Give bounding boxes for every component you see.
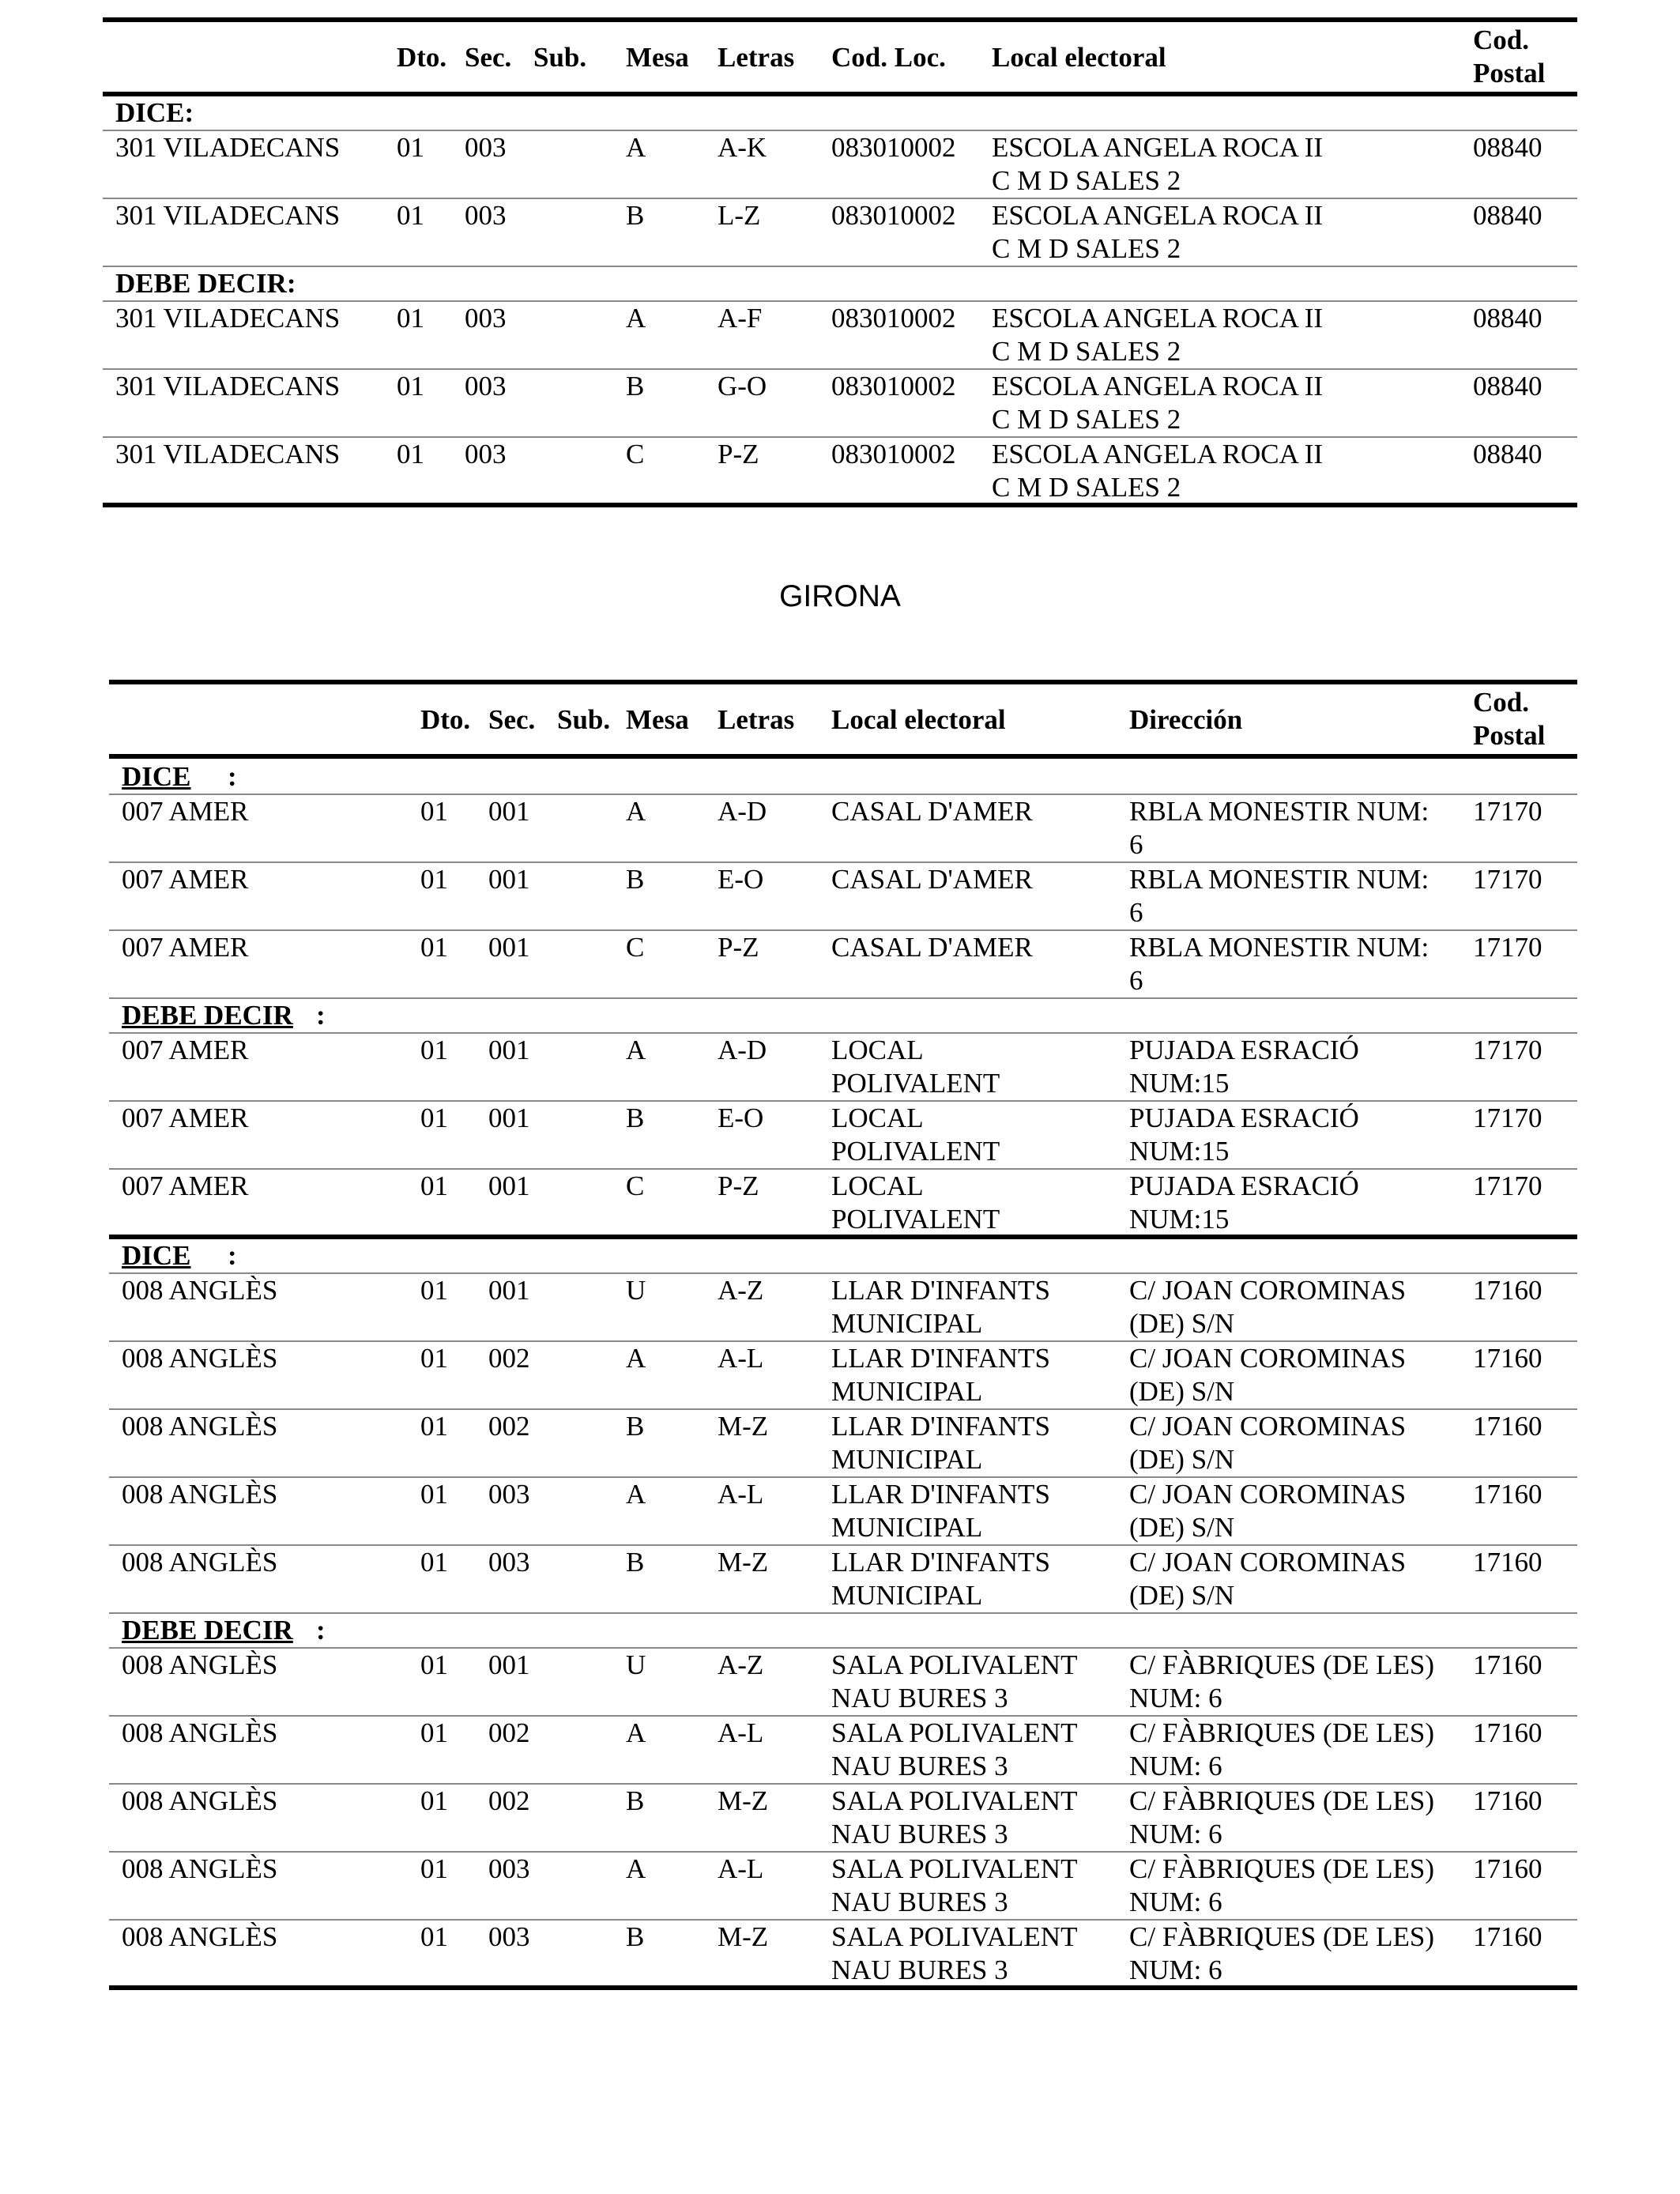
- table-row: [109, 1546, 1577, 1614]
- letras-cell: P-Z: [718, 932, 759, 963]
- table-row: [103, 131, 1577, 199]
- municipality-cell: 301 VILADECANS: [115, 200, 341, 231]
- municipality-cell: 008 ANGLÈS: [122, 1343, 278, 1374]
- dto-cell: 01: [420, 1411, 448, 1442]
- direccion-line1: C/ FÀBRIQUES (DE LES): [1129, 1717, 1434, 1748]
- section-label-dice: [109, 1239, 1577, 1272]
- dto-cell: 01: [420, 1649, 448, 1680]
- sec-cell: 003: [465, 371, 507, 401]
- sec-cell: 003: [465, 132, 507, 163]
- section-label-debe-decir: [109, 1614, 1577, 1647]
- direccion-line2: NUM: 6: [1129, 1955, 1222, 1985]
- table-row: [109, 795, 1577, 863]
- local-electoral-line1: ESCOLA ANGELA ROCA II: [992, 439, 1324, 469]
- cod-loc-cell: 083010002: [831, 303, 956, 334]
- municipality-cell: 008 ANGLÈS: [122, 1547, 278, 1578]
- postal-code-cell: 17170: [1473, 1171, 1543, 1201]
- letras-cell: M-Z: [718, 1785, 769, 1816]
- letras-cell: P-Z: [718, 439, 759, 469]
- direccion-line2: (DE) S/N: [1129, 1512, 1235, 1543]
- local-electoral-line1: SALA POLIVALENT: [831, 1921, 1078, 1952]
- local-electoral-line1: CASAL D'AMER: [831, 932, 1033, 963]
- table-row: [109, 1034, 1577, 1102]
- header-cod: Cod.: [1473, 25, 1529, 55]
- dto-cell: 01: [420, 1275, 448, 1306]
- postal-code-cell: 08840: [1473, 371, 1543, 401]
- cod-loc-cell: 083010002: [831, 371, 956, 401]
- local-electoral-line1: ESCOLA ANGELA ROCA II: [992, 303, 1324, 334]
- province-caption: GIRONA: [779, 579, 901, 613]
- letras-cell: A-L: [718, 1853, 764, 1884]
- municipality-cell: 301 VILADECANS: [115, 439, 341, 469]
- table-row: [109, 1649, 1577, 1717]
- table-row: [109, 1478, 1577, 1546]
- sec-cell: 002: [488, 1785, 530, 1816]
- cod-loc-cell: 083010002: [831, 132, 956, 163]
- sec-cell: 003: [465, 200, 507, 231]
- local-electoral-line1: SALA POLIVALENT: [831, 1717, 1078, 1748]
- municipality-cell: 301 VILADECANS: [115, 132, 341, 163]
- table-row: [109, 1102, 1577, 1170]
- local-electoral-line1: LOCAL: [831, 1103, 924, 1133]
- section-label-debe-decir: [103, 267, 1577, 300]
- dto-cell: 01: [420, 796, 448, 827]
- table-bottom-rule: [103, 503, 1577, 507]
- local-electoral-line1: LLAR D'INFANTS: [831, 1411, 1050, 1442]
- municipality-cell: 301 VILADECANS: [115, 303, 341, 334]
- local-electoral-line1: LLAR D'INFANTS: [831, 1479, 1050, 1510]
- letras-cell: M-Z: [718, 1547, 769, 1578]
- letras-cell: A-D: [718, 1035, 767, 1065]
- girona-table: [109, 680, 1577, 1992]
- municipality-cell: 007 AMER: [122, 932, 249, 963]
- local-electoral-line2: NAU BURES 3: [831, 1751, 1008, 1781]
- mesa-cell: C: [626, 439, 645, 469]
- local-electoral-line1: ESCOLA ANGELA ROCA II: [992, 132, 1324, 163]
- mesa-cell: B: [626, 864, 645, 895]
- postal-code-cell: 08840: [1473, 303, 1543, 334]
- viladecans-table: [103, 17, 1577, 507]
- direccion-line2: (DE) S/N: [1129, 1308, 1235, 1339]
- dto-cell: 01: [420, 1103, 448, 1133]
- mesa-cell: B: [626, 1921, 645, 1952]
- dto-cell: 01: [420, 1921, 448, 1952]
- local-electoral-line2: POLIVALENT: [831, 1068, 1000, 1099]
- header-cod: Cod.: [1473, 687, 1529, 718]
- table-row: [109, 863, 1577, 931]
- header-sub: Sub.: [557, 704, 611, 735]
- dto-cell: 01: [420, 1547, 448, 1578]
- letras-cell: E-O: [718, 864, 764, 895]
- postal-code-cell: 08840: [1473, 200, 1543, 231]
- local-electoral-line2: MUNICIPAL: [831, 1376, 983, 1407]
- direccion-line1: PUJADA ESRACIÓ: [1129, 1035, 1359, 1065]
- section-label-debe-decir-colon: :: [316, 1000, 326, 1031]
- dto-cell: 01: [420, 1035, 448, 1065]
- mesa-cell: A: [626, 1717, 646, 1748]
- sec-cell: 001: [488, 796, 530, 827]
- dto-cell: 01: [397, 132, 424, 163]
- table-row: [109, 931, 1577, 999]
- dto-cell: 01: [420, 1479, 448, 1510]
- direccion-line1: PUJADA ESRACIÓ: [1129, 1103, 1359, 1133]
- direccion-line2: (DE) S/N: [1129, 1444, 1235, 1475]
- section-label-dice-text: DICE: [122, 1240, 191, 1271]
- header-local-electoral: Local electoral: [831, 704, 1006, 735]
- local-electoral-line2: NAU BURES 3: [831, 1683, 1008, 1713]
- local-electoral-line2: MUNICIPAL: [831, 1512, 983, 1543]
- local-electoral-line2: C M D SALES 2: [992, 233, 1181, 264]
- letras-cell: A-L: [718, 1717, 764, 1748]
- table-row: [103, 302, 1577, 370]
- local-electoral-line2: MUNICIPAL: [831, 1580, 983, 1611]
- header-letras: Letras: [718, 42, 795, 73]
- direccion-line1: C/ FÀBRIQUES (DE LES): [1129, 1649, 1434, 1680]
- direccion-line2: NUM: 6: [1129, 1751, 1222, 1781]
- header-letras: Letras: [718, 704, 795, 735]
- sec-cell: 001: [488, 1275, 530, 1306]
- direccion-line2: 6: [1129, 965, 1143, 996]
- direccion-line1: C/ JOAN COROMINAS: [1129, 1547, 1407, 1578]
- sec-cell: 003: [488, 1479, 530, 1510]
- table-row: [109, 1274, 1577, 1342]
- local-electoral-line1: SALA POLIVALENT: [831, 1649, 1078, 1680]
- mesa-cell: A: [626, 132, 646, 163]
- letras-cell: A-F: [718, 303, 763, 334]
- municipality-cell: 007 AMER: [122, 1103, 249, 1133]
- letras-cell: A-L: [718, 1343, 764, 1374]
- table-row: [103, 438, 1577, 506]
- header-sub: Sub.: [533, 42, 587, 73]
- postal-code-cell: 17170: [1473, 1103, 1543, 1133]
- header-cod-loc: Cod. Loc.: [831, 42, 946, 73]
- header-postal: Postal: [1473, 720, 1546, 751]
- direccion-line1: C/ FÀBRIQUES (DE LES): [1129, 1853, 1434, 1884]
- header-dto: Dto.: [397, 42, 447, 73]
- dice-label: DICE:: [115, 97, 194, 128]
- letras-cell: A-Z: [718, 1649, 764, 1680]
- local-electoral-line2: MUNICIPAL: [831, 1308, 983, 1339]
- local-electoral-line1: LOCAL: [831, 1035, 924, 1065]
- letras-cell: E-O: [718, 1103, 764, 1133]
- table-header: [109, 680, 1577, 759]
- direccion-line2: NUM:15: [1129, 1068, 1230, 1099]
- direccion-line2: NUM:15: [1129, 1136, 1230, 1167]
- direccion-line1: RBLA MONESTIR NUM:: [1129, 864, 1430, 895]
- sec-cell: 001: [488, 1649, 530, 1680]
- municipality-cell: 008 ANGLÈS: [122, 1785, 278, 1816]
- postal-code-cell: 08840: [1473, 132, 1543, 163]
- mesa-cell: B: [626, 200, 645, 231]
- municipality-cell: 007 AMER: [122, 796, 249, 827]
- sec-cell: 001: [488, 932, 530, 963]
- letras-cell: A-K: [718, 132, 767, 163]
- dto-cell: 01: [420, 932, 448, 963]
- municipality-cell: 008 ANGLÈS: [122, 1717, 278, 1748]
- letras-cell: P-Z: [718, 1171, 759, 1201]
- postal-code-cell: 17160: [1473, 1785, 1543, 1816]
- mesa-cell: A: [626, 1853, 646, 1884]
- header-direccion: Dirección: [1129, 704, 1243, 735]
- postal-code-cell: 17160: [1473, 1275, 1543, 1306]
- postal-code-cell: 17160: [1473, 1343, 1543, 1374]
- header-local-electoral: Local electoral: [992, 42, 1166, 73]
- direccion-line2: NUM: 6: [1129, 1683, 1222, 1713]
- header-bottom-rule: [109, 754, 1577, 759]
- sec-cell: 002: [488, 1411, 530, 1442]
- mesa-cell: B: [626, 1411, 645, 1442]
- municipality-cell: 008 ANGLÈS: [122, 1411, 278, 1442]
- letras-cell: G-O: [718, 371, 767, 401]
- dto-cell: 01: [397, 371, 424, 401]
- sec-cell: 003: [488, 1853, 530, 1884]
- postal-code-cell: 17170: [1473, 864, 1543, 895]
- dto-cell: 01: [420, 1785, 448, 1816]
- mesa-cell: U: [626, 1275, 646, 1306]
- table-row: [109, 1785, 1577, 1853]
- local-electoral-line2: C M D SALES 2: [992, 472, 1181, 503]
- table-row: [103, 199, 1577, 267]
- direccion-line1: C/ JOAN COROMINAS: [1129, 1411, 1407, 1442]
- letras-cell: A-D: [718, 796, 767, 827]
- table-header: [103, 17, 1577, 96]
- sec-cell: 003: [465, 439, 507, 469]
- local-electoral-line2: NAU BURES 3: [831, 1887, 1008, 1917]
- mesa-cell: B: [626, 1547, 645, 1578]
- direccion-line1: C/ JOAN COROMINAS: [1129, 1479, 1407, 1510]
- table-row: [109, 1342, 1577, 1410]
- direccion-line2: NUM:15: [1129, 1204, 1230, 1235]
- postal-code-cell: 17160: [1473, 1921, 1543, 1952]
- municipality-cell: 008 ANGLÈS: [122, 1649, 278, 1680]
- table-row: [109, 1410, 1577, 1478]
- header-mesa: Mesa: [626, 704, 689, 735]
- sec-cell: 001: [488, 1103, 530, 1133]
- table-bottom-rule: [109, 1985, 1577, 1990]
- mesa-cell: A: [626, 1343, 646, 1374]
- letras-cell: M-Z: [718, 1411, 769, 1442]
- mesa-cell: B: [626, 1785, 645, 1816]
- direccion-line2: 6: [1129, 829, 1143, 860]
- header-sec: Sec.: [488, 704, 536, 735]
- direccion-line1: RBLA MONESTIR NUM:: [1129, 932, 1430, 963]
- letras-cell: M-Z: [718, 1921, 769, 1952]
- mesa-cell: A: [626, 303, 646, 334]
- direccion-line1: C/ FÀBRIQUES (DE LES): [1129, 1921, 1434, 1952]
- mesa-cell: C: [626, 932, 645, 963]
- postal-code-cell: 17160: [1473, 1547, 1543, 1578]
- municipality-cell: 007 AMER: [122, 1171, 249, 1201]
- dto-cell: 01: [420, 1171, 448, 1201]
- header-bottom-rule: [103, 92, 1577, 96]
- postal-code-cell: 08840: [1473, 439, 1543, 469]
- section-label-dice-text: DICE: [122, 761, 191, 792]
- section-label-debe-decir-text: DEBE DECIR: [122, 1615, 293, 1646]
- local-electoral-line1: ESCOLA ANGELA ROCA II: [992, 371, 1324, 401]
- mesa-cell: A: [626, 1479, 646, 1510]
- postal-code-cell: 17160: [1473, 1717, 1543, 1748]
- table-row: [109, 1921, 1577, 1989]
- local-electoral-line1: SALA POLIVALENT: [831, 1853, 1078, 1884]
- direccion-line2: (DE) S/N: [1129, 1580, 1235, 1611]
- section-label-dice-colon: :: [228, 1240, 237, 1271]
- dto-cell: 01: [420, 864, 448, 895]
- sec-cell: 001: [488, 1035, 530, 1065]
- header-dto: Dto.: [420, 704, 471, 735]
- postal-code-cell: 17170: [1473, 932, 1543, 963]
- municipality-cell: 008 ANGLÈS: [122, 1479, 278, 1510]
- local-electoral-line2: NAU BURES 3: [831, 1819, 1008, 1849]
- local-electoral-line2: C M D SALES 2: [992, 165, 1181, 196]
- direccion-line1: C/ JOAN COROMINAS: [1129, 1343, 1407, 1374]
- direccion-line1: PUJADA ESRACIÓ: [1129, 1171, 1359, 1201]
- local-electoral-line2: MUNICIPAL: [831, 1444, 983, 1475]
- local-electoral-line1: CASAL D'AMER: [831, 796, 1033, 827]
- direccion-line2: NUM: 6: [1129, 1819, 1222, 1849]
- dto-cell: 01: [420, 1343, 448, 1374]
- sec-cell: 002: [488, 1343, 530, 1374]
- mesa-cell: A: [626, 1035, 646, 1065]
- direccion-line2: NUM: 6: [1129, 1887, 1222, 1917]
- header-sec: Sec.: [465, 42, 512, 73]
- local-electoral-line2: C M D SALES 2: [992, 404, 1181, 435]
- local-electoral-line1: LLAR D'INFANTS: [831, 1343, 1050, 1374]
- section-label-dice-colon: :: [228, 761, 237, 792]
- mesa-cell: B: [626, 1103, 645, 1133]
- header-postal: Postal: [1473, 58, 1546, 89]
- sec-cell: 003: [488, 1547, 530, 1578]
- dto-cell: 01: [397, 439, 424, 469]
- letras-cell: L-Z: [718, 200, 761, 231]
- postal-code-cell: 17170: [1473, 796, 1543, 827]
- local-electoral-line2: POLIVALENT: [831, 1136, 1000, 1167]
- sec-cell: 003: [465, 303, 507, 334]
- direccion-line2: (DE) S/N: [1129, 1376, 1235, 1407]
- direccion-line1: C/ JOAN COROMINAS: [1129, 1275, 1407, 1306]
- sec-cell: 003: [488, 1921, 530, 1952]
- mesa-cell: A: [626, 796, 646, 827]
- direccion-line2: 6: [1129, 897, 1143, 928]
- table-row: [109, 1170, 1577, 1238]
- table-row: [103, 370, 1577, 438]
- postal-code-cell: 17160: [1473, 1853, 1543, 1884]
- header-mesa: Mesa: [626, 42, 689, 73]
- local-electoral-line1: ESCOLA ANGELA ROCA II: [992, 200, 1324, 231]
- local-electoral-line1: CASAL D'AMER: [831, 864, 1033, 895]
- dto-cell: 01: [397, 303, 424, 334]
- sec-cell: 002: [488, 1717, 530, 1748]
- dto-cell: 01: [420, 1717, 448, 1748]
- section-label-debe-decir: [109, 999, 1577, 1032]
- cod-loc-cell: 083010002: [831, 439, 956, 469]
- table-row: [109, 1717, 1577, 1785]
- debe-decir-label: DEBE DECIR:: [115, 268, 296, 299]
- mesa-cell: B: [626, 371, 645, 401]
- dto-cell: 01: [397, 200, 424, 231]
- postal-code-cell: 17170: [1473, 1035, 1543, 1065]
- letras-cell: A-L: [718, 1479, 764, 1510]
- section-label-debe-decir-text: DEBE DECIR: [122, 1000, 293, 1031]
- direccion-line1: RBLA MONESTIR NUM:: [1129, 796, 1430, 827]
- mesa-cell: U: [626, 1649, 646, 1680]
- local-electoral-line1: LLAR D'INFANTS: [831, 1275, 1050, 1306]
- municipality-cell: 007 AMER: [122, 864, 249, 895]
- local-electoral-line1: LOCAL: [831, 1171, 924, 1201]
- local-electoral-line1: SALA POLIVALENT: [831, 1785, 1078, 1816]
- local-electoral-line2: C M D SALES 2: [992, 336, 1181, 367]
- postal-code-cell: 17160: [1473, 1479, 1543, 1510]
- mesa-cell: C: [626, 1171, 645, 1201]
- cod-loc-cell: 083010002: [831, 200, 956, 231]
- direccion-line1: C/ FÀBRIQUES (DE LES): [1129, 1785, 1434, 1816]
- section-label-dice: [109, 760, 1577, 794]
- dto-cell: 01: [420, 1853, 448, 1884]
- table-row: [109, 1853, 1577, 1921]
- local-electoral-line2: NAU BURES 3: [831, 1955, 1008, 1985]
- sec-cell: 001: [488, 1171, 530, 1201]
- municipality-cell: 007 AMER: [122, 1035, 249, 1065]
- postal-code-cell: 17160: [1473, 1649, 1543, 1680]
- municipality-cell: 008 ANGLÈS: [122, 1921, 278, 1952]
- letras-cell: A-Z: [718, 1275, 764, 1306]
- local-electoral-line1: LLAR D'INFANTS: [831, 1547, 1050, 1578]
- municipality-cell: 008 ANGLÈS: [122, 1275, 278, 1306]
- postal-code-cell: 17160: [1473, 1411, 1543, 1442]
- sec-cell: 001: [488, 864, 530, 895]
- section-label-debe-decir-colon: :: [316, 1615, 326, 1646]
- municipality-cell: 301 VILADECANS: [115, 371, 341, 401]
- municipality-cell: 008 ANGLÈS: [122, 1853, 278, 1884]
- local-electoral-line2: POLIVALENT: [831, 1204, 1000, 1235]
